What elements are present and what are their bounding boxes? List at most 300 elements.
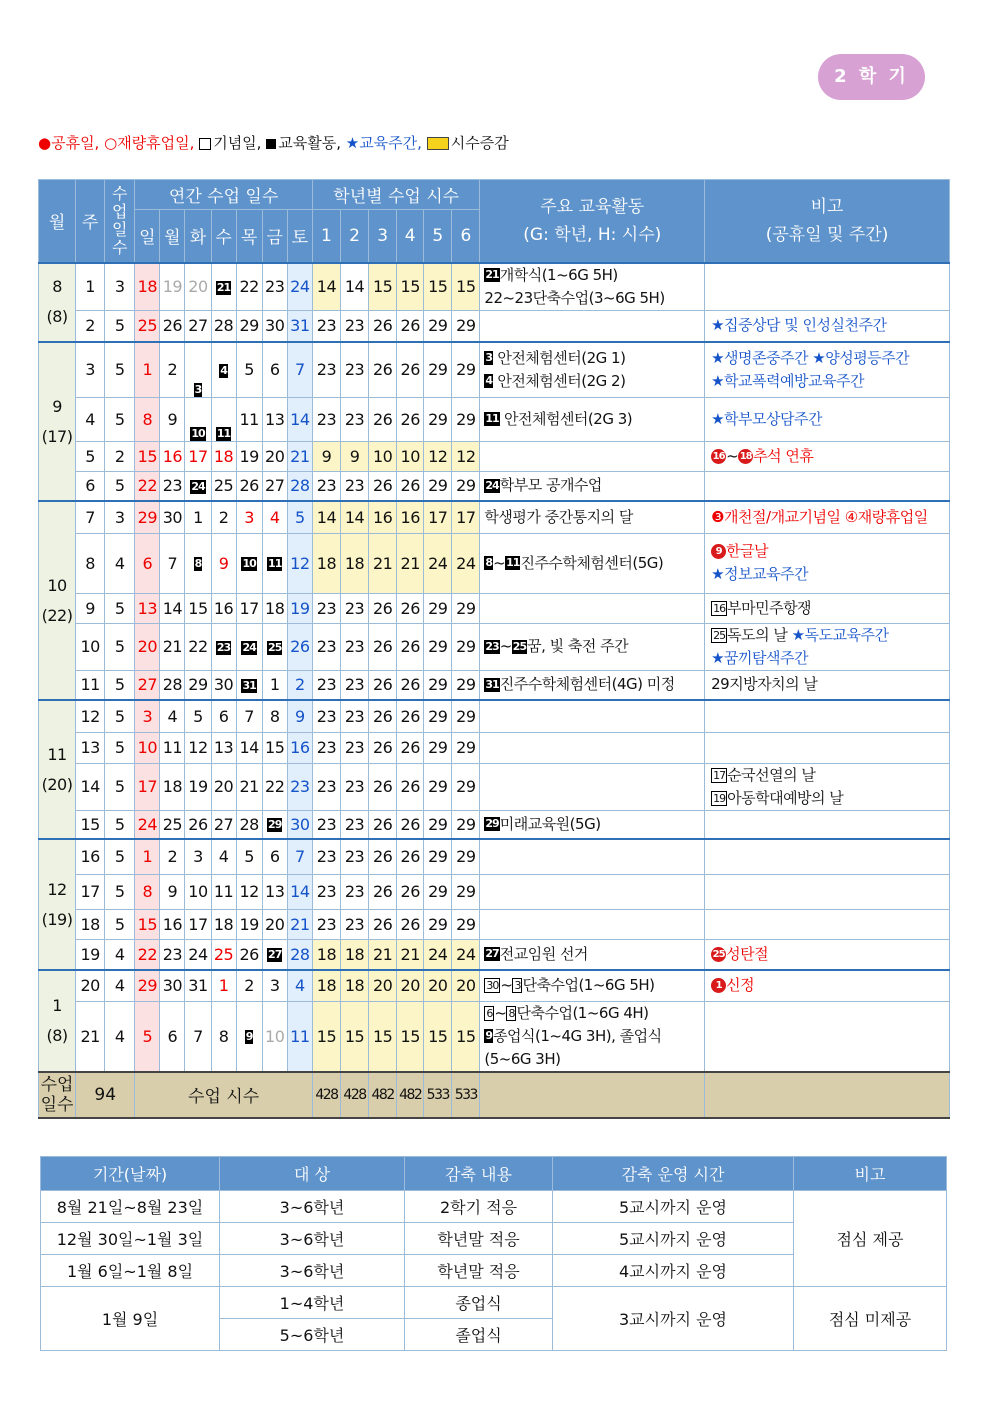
grade-hours-cell: 26 (369, 909, 397, 939)
activity-cell (480, 763, 705, 810)
grade-hours-cell: 23 (341, 810, 369, 839)
week-number: 1 (76, 263, 105, 311)
grade-hours-cell: 29 (452, 700, 480, 732)
remark-line: ★집중상담 및 인성실천주간 (711, 316, 887, 335)
week-number: 5 (76, 441, 105, 471)
date-cell (185, 263, 211, 311)
date-cell (236, 1001, 262, 1072)
date-value: 30 (213, 675, 234, 695)
date-marker: 17 (713, 768, 726, 782)
date-cell (185, 970, 211, 1001)
date-value: 29 (268, 818, 282, 832)
grade-hours-cell: 23 (341, 670, 369, 700)
grade-hours-header: 학년별 수업 시수 (312, 180, 479, 210)
class-days: 5 (105, 593, 135, 623)
date-value: 17 (239, 598, 259, 618)
activity-cell (480, 533, 705, 593)
grade-hours-cell: 20 (397, 970, 424, 1001)
date-marker: 11 (506, 556, 520, 569)
date-value: 1 (142, 360, 153, 380)
marker-text: 단축수업(1~6G 5H) (522, 976, 655, 995)
remark-cell (705, 310, 950, 342)
date-marker: 9 (711, 544, 726, 559)
grade-hours-cell: 23 (312, 874, 340, 909)
date-cell (287, 939, 312, 970)
date-marker: 18 (739, 450, 752, 462)
date-value: 15 (137, 914, 157, 934)
date-value: 7 (167, 553, 178, 573)
reduced-period: 1월 6일~1월 8일 (41, 1255, 220, 1287)
date-cell (211, 263, 236, 311)
date-cell (135, 310, 160, 342)
date-cell (211, 939, 236, 970)
date-cell (211, 471, 236, 501)
grade-hours-cell: 23 (341, 593, 369, 623)
reduced-target: 3~6학년 (220, 1191, 405, 1223)
date-cell (262, 501, 287, 533)
activity-cell (480, 839, 705, 874)
date-cell (262, 670, 287, 700)
activity-cell (480, 441, 705, 471)
date-cell (160, 397, 185, 441)
date-cell (185, 874, 211, 909)
date-cell (211, 670, 236, 700)
grade-hours-cell: 26 (397, 874, 424, 909)
week-row (39, 441, 950, 471)
date-marker: 30 (486, 979, 499, 993)
date-cell (287, 839, 312, 874)
remark-cell (705, 970, 950, 1001)
remark-cell (705, 342, 950, 397)
date-value: 7 (244, 706, 254, 726)
class-days: 5 (105, 670, 135, 700)
reduced-schedule-table (40, 1156, 947, 1351)
week-row (39, 732, 950, 763)
date-value: 11 (268, 557, 282, 570)
footer-hours-g2: 428 (341, 1072, 369, 1118)
date-value: 21 (239, 777, 259, 796)
activity-box-icon (266, 139, 276, 149)
date-value: 21 (290, 446, 310, 466)
remark-cell (705, 1001, 950, 1072)
reduced-header-note: 비고 (794, 1157, 947, 1191)
date-marker: 8 (508, 1006, 515, 1020)
week-number: 4 (76, 397, 105, 441)
reduced-header-period: 기간(날짜) (41, 1157, 220, 1191)
date-cell (262, 441, 287, 471)
date-value: 11 (213, 882, 234, 901)
date-value: 9 (294, 706, 305, 726)
remark-line: ★꿈끼탐색주간 (711, 648, 808, 667)
date-cell (160, 623, 185, 670)
week-number: 19 (76, 939, 105, 970)
remark-cell (705, 763, 950, 810)
date-cell (262, 471, 287, 501)
footer-days-total: 94 (76, 1072, 135, 1118)
date-cell (287, 501, 312, 533)
month-cell (39, 970, 76, 1072)
date-cell (262, 310, 287, 342)
class-days: 3 (105, 501, 135, 533)
remark-line: 16 ~ 18 추석 연휴 (712, 446, 814, 465)
grade-hours-cell: 26 (369, 839, 397, 874)
date-value: 8 (194, 557, 202, 570)
date-value: 13 (265, 409, 285, 429)
legend-memorial: 기념일, (213, 134, 262, 152)
marker-text: 아동학대예방의 날 (727, 788, 844, 807)
remark-line: ★학교폭력예방교육주간 (711, 371, 864, 390)
date-cell (135, 263, 160, 311)
date-cell (211, 397, 236, 441)
activities-title: 주요 교육활동 (540, 196, 645, 217)
date-value: 18 (137, 277, 157, 296)
reduced-content: 학년말 적응 (405, 1223, 553, 1255)
date-cell (160, 732, 185, 763)
date-value: 4 (294, 976, 305, 996)
grade-hours-cell: 18 (312, 970, 340, 1001)
class-days: 5 (105, 909, 135, 939)
grade-hours-cell: 29 (452, 810, 480, 839)
date-cell (287, 763, 312, 810)
remark-cell (705, 471, 950, 501)
date-value: 2 (218, 507, 229, 527)
week-number: 13 (76, 732, 105, 763)
class-days: 3 (105, 263, 135, 311)
date-value: 17 (137, 777, 157, 796)
marker-text: 안전체험센터(2G 2) (493, 371, 626, 390)
date-value: 8 (218, 1026, 229, 1046)
date-cell (160, 810, 185, 839)
date-value: 14 (290, 409, 310, 429)
week-number: 15 (76, 810, 105, 839)
date-marker: 1 (711, 978, 726, 993)
reduced-last-period: 1월 9일 (41, 1287, 220, 1351)
date-cell (160, 939, 185, 970)
activity-line (484, 673, 704, 696)
remarks-header (705, 180, 950, 263)
date-cell (287, 397, 312, 441)
date-marker: 3 (485, 351, 493, 365)
date-cell (236, 501, 262, 533)
date-cell (160, 593, 185, 623)
week-row (39, 342, 950, 397)
date-value: 31 (188, 976, 208, 996)
date-value: 11 (239, 409, 259, 429)
date-value: 5 (142, 1026, 153, 1046)
date-value: 27 (265, 476, 285, 496)
activity-cell (480, 263, 705, 311)
footer-hours-g3: 482 (369, 1072, 397, 1118)
date-cell (135, 909, 160, 939)
week-row (39, 909, 950, 939)
date-value: 25 (137, 316, 157, 336)
date-cell (135, 342, 160, 397)
activity-cell (480, 874, 705, 909)
date-value: 20 (188, 277, 208, 296)
date-value: 12 (188, 738, 208, 757)
date-cell (135, 763, 160, 810)
grade-1-header: 1 (312, 210, 340, 263)
date-cell (211, 593, 236, 623)
date-cell (236, 623, 262, 670)
date-value: 4 (218, 847, 229, 867)
remark-line (711, 764, 949, 787)
grade-hours-cell: 29 (452, 471, 480, 501)
legend-week: ★교육주간, (345, 134, 422, 152)
month-days: (17) (41, 426, 73, 446)
grade-hours-cell: 23 (341, 839, 369, 874)
week-row (39, 310, 950, 342)
activity-cell (480, 970, 705, 1001)
reduced-time: 5교시까지 운영 (553, 1191, 794, 1223)
weekday-mon: 월 (160, 210, 185, 263)
date-cell (262, 700, 287, 732)
footer-activity-empty (480, 1072, 705, 1118)
grade-hours-cell: 26 (369, 397, 397, 441)
date-cell (262, 342, 287, 397)
grade-hours-cell: 26 (369, 593, 397, 623)
legend-discretionary: ○재량휴업일, (104, 134, 195, 152)
class-days: 5 (105, 732, 135, 763)
date-cell (287, 1001, 312, 1072)
date-value: 31 (290, 316, 310, 336)
activity-cell (480, 471, 705, 501)
date-cell (185, 700, 211, 732)
grade-5-header: 5 (424, 210, 452, 263)
month-header: 월 (39, 180, 76, 263)
grade-hours-cell: 26 (369, 874, 397, 909)
remark-week-text: ★독도교육주간 (791, 625, 889, 644)
footer-days-label: 수업일수 (39, 1072, 76, 1118)
date-cell (287, 471, 312, 501)
marker-text: 부마민주항쟁 (727, 598, 812, 617)
week-row (39, 874, 950, 909)
date-cell (135, 623, 160, 670)
date-value: 30 (290, 814, 310, 834)
activity-cell (480, 342, 705, 397)
week-row (39, 700, 950, 732)
date-value: 5 (193, 706, 203, 726)
grade-hours-cell: 26 (369, 310, 397, 342)
remark-cell (705, 533, 950, 593)
grade-hours-cell: 10 (369, 441, 397, 471)
date-value: 13 (213, 738, 234, 757)
week-number: 12 (76, 700, 105, 732)
date-value: 5 (244, 847, 254, 867)
date-cell (211, 909, 236, 939)
week-row (39, 593, 950, 623)
marker-text: 한글날 (726, 542, 769, 560)
week-row (39, 623, 950, 670)
reduced-content: 2학기 적응 (405, 1191, 553, 1223)
date-cell (185, 670, 211, 700)
date-value: 2 (294, 675, 305, 695)
grade-hours-cell: 23 (341, 310, 369, 342)
date-cell (185, 732, 211, 763)
date-value: 19 (239, 914, 259, 934)
reduced-last-target: 5~6학년 (220, 1319, 405, 1351)
month-label: 8 (52, 277, 62, 297)
reduced-header-time: 감축 운영 시간 (553, 1157, 794, 1191)
date-cell (185, 763, 211, 810)
grade-hours-cell: 26 (397, 670, 424, 700)
legend-holiday: ●공휴일, (38, 134, 100, 152)
date-cell (287, 310, 312, 342)
activity-line (484, 474, 704, 497)
month-label: 10 (47, 575, 67, 595)
remark-line (711, 540, 949, 563)
grade-hours-cell: 16 (369, 501, 397, 533)
date-value: 7 (294, 360, 305, 380)
remark-cell (705, 263, 950, 311)
grade-hours-cell: 29 (452, 342, 480, 397)
grade-hours-cell: 9 (312, 441, 340, 471)
activity-cell (480, 501, 705, 533)
date-value: 24 (188, 944, 208, 964)
remark-cell (705, 700, 950, 732)
grade-hours-cell: 26 (369, 471, 397, 501)
date-value: 22 (137, 476, 157, 496)
grade-hours-cell: 23 (312, 810, 340, 839)
date-value: 23 (162, 476, 183, 496)
date-marker: 24 (485, 478, 499, 492)
date-value: 11 (216, 426, 231, 440)
date-cell (236, 909, 262, 939)
activity-line: 6 ~ 8 단축수업(1~6G 4H) (486, 1003, 649, 1022)
date-cell (287, 623, 312, 670)
marker-text: 진주수학체험센터(4G) 미정 (499, 675, 675, 694)
date-value: 10 (137, 738, 157, 757)
grade-hours-cell: 26 (369, 732, 397, 763)
date-value: 23 (216, 640, 231, 654)
date-cell (287, 593, 312, 623)
date-value: 15 (137, 446, 157, 466)
date-marker: 27 (485, 947, 499, 961)
grade-hours-cell: 23 (341, 763, 369, 810)
grade-hours-cell: 18 (341, 939, 369, 970)
memorial-box-icon (199, 138, 211, 150)
grade-hours-cell: 23 (341, 909, 369, 939)
week-number: 9 (76, 593, 105, 623)
grade-hours-cell: 23 (312, 623, 340, 670)
grade-hours-cell: 14 (341, 501, 369, 533)
weekday-thu: 목 (236, 210, 262, 263)
date-cell (135, 700, 160, 732)
date-value: 8 (142, 409, 153, 429)
remark-cell (705, 501, 950, 533)
grade-hours-cell: 15 (452, 263, 480, 311)
date-marker: 16 (712, 450, 725, 462)
date-marker: 3 (514, 979, 521, 993)
date-cell (236, 970, 262, 1001)
grade-hours-cell: 21 (369, 533, 397, 593)
date-value: 22 (265, 777, 285, 796)
date-value: 27 (268, 948, 282, 962)
grade-hours-cell: 23 (341, 397, 369, 441)
date-cell (262, 810, 287, 839)
reduced-content: 학년말 적응 (405, 1255, 553, 1287)
date-marker: 29 (485, 817, 499, 831)
grade-hours-cell: 18 (312, 939, 340, 970)
date-value: 9 (218, 553, 229, 573)
activity-line (484, 264, 704, 287)
grade-hours-cell: 14 (312, 501, 340, 533)
grade-hours-cell: 26 (397, 700, 424, 732)
date-value: 22 (239, 277, 259, 296)
date-cell (262, 732, 287, 763)
date-cell (160, 533, 185, 593)
marker-text: 진주수학체험센터(5G) (520, 553, 664, 572)
month-label: 12 (47, 879, 67, 899)
marker-text: 안전체험센터(2G 3) (499, 409, 633, 428)
week-number: 11 (76, 670, 105, 700)
grade-hours-cell: 23 (312, 342, 340, 397)
date-value: 28 (290, 476, 310, 496)
grade-hours-cell: 29 (424, 670, 452, 700)
weekday-wed: 수 (211, 210, 236, 263)
grade-hours-cell: 23 (341, 700, 369, 732)
date-cell (185, 533, 211, 593)
footer-remark-empty (705, 1072, 950, 1118)
grade-hours-cell: 23 (341, 874, 369, 909)
date-cell (135, 1001, 160, 1072)
grade-hours-cell: 23 (312, 310, 340, 342)
grade-hours-cell: 24 (424, 939, 452, 970)
date-value: 30 (162, 976, 183, 996)
date-value: 6 (269, 847, 280, 867)
grade-3-header: 3 (369, 210, 397, 263)
date-value: 18 (162, 777, 183, 796)
date-cell (160, 310, 185, 342)
remarks-title: 비고 (810, 196, 844, 217)
date-value: 19 (188, 777, 208, 796)
grade-hours-cell: 23 (312, 732, 340, 763)
class-days: 5 (105, 700, 135, 732)
activity-line: 학생평가 중간통지의 달 (484, 507, 633, 526)
date-cell (262, 533, 287, 593)
date-cell (185, 471, 211, 501)
date-value: 29 (188, 675, 208, 695)
activity-line: 23~25꿈, 빛 축전 주간 (485, 637, 629, 655)
grade-hours-cell: 15 (424, 263, 452, 311)
remark-line (711, 506, 949, 529)
date-cell (287, 810, 312, 839)
date-value: 6 (167, 1026, 178, 1046)
class-days: 4 (105, 533, 135, 593)
activity-line (484, 347, 704, 370)
date-cell (236, 939, 262, 970)
week-number: 6 (76, 471, 105, 501)
activity-line: (5~6G 3H) (484, 1049, 561, 1068)
grade-hours-cell: 29 (452, 763, 480, 810)
date-cell (262, 623, 287, 670)
date-cell (135, 593, 160, 623)
date-value: 21 (290, 914, 310, 934)
date-cell (135, 970, 160, 1001)
yellow-box-icon (427, 137, 449, 150)
date-cell (236, 763, 262, 810)
class-days: 5 (105, 810, 135, 839)
date-cell (185, 501, 211, 533)
remark-line: ★정보교육주간 (711, 565, 808, 583)
grade-hours-cell: 29 (424, 700, 452, 732)
date-cell (185, 839, 211, 874)
grade-hours-cell: 23 (341, 342, 369, 397)
date-value: 5 (244, 360, 254, 380)
semester-calendar-table (38, 179, 950, 1119)
date-marker: 25 (712, 948, 725, 960)
month-cell (39, 700, 76, 839)
